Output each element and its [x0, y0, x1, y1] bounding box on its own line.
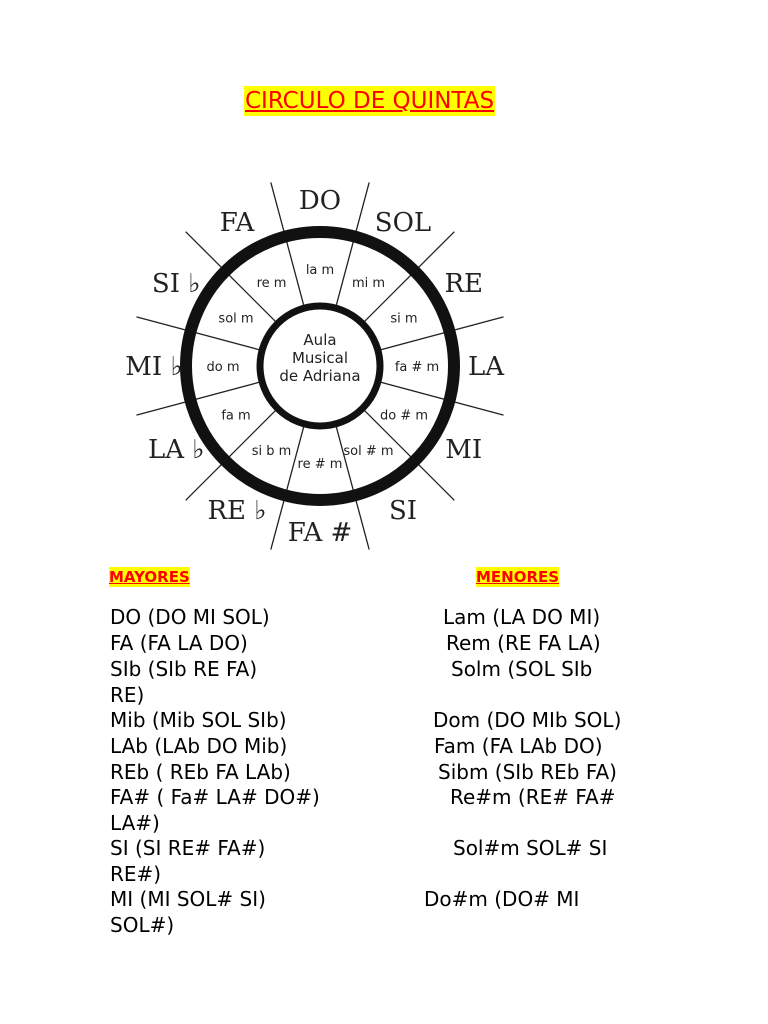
mayores-line: LA#)	[110, 811, 160, 835]
major-key-label: FA #	[287, 518, 353, 548]
center-label-line-3: de Adriana	[279, 367, 361, 385]
major-key-label: SOL	[374, 208, 432, 239]
major-key-label: LA	[467, 352, 505, 382]
major-key-label: SI ♭	[151, 269, 201, 299]
mayores-heading: MAYORES	[109, 568, 190, 586]
mayores-line: LAb (LAb DO Mib)	[110, 734, 288, 758]
mayores-line: FA# ( Fa# LA# DO#)	[110, 785, 320, 809]
mayores-line: MI (MI SOL# SI)	[110, 887, 266, 911]
page-title: CIRCULO DE QUINTAS	[245, 88, 495, 114]
minor-key-label: fa # m	[394, 360, 440, 375]
major-key-label: LA ♭	[147, 435, 205, 465]
major-key-label: MI	[445, 435, 483, 465]
menores-line: Fam (FA LAb DO)	[434, 734, 603, 758]
minor-key-label: la m	[305, 263, 335, 278]
circle-of-fifths-wheel	[108, 178, 533, 553]
mayores-line: DO (DO MI SOL)	[110, 605, 270, 629]
menores-line: Sibm (SIb REb FA)	[438, 760, 617, 784]
minor-key-label: do # m	[379, 408, 429, 424]
mayores-line: SI (SI RE# FA#)	[110, 836, 266, 860]
minor-key-label: si b m	[251, 444, 292, 460]
menores-line: Do#m (DO# MI	[424, 887, 580, 911]
minor-key-label: sol # m	[343, 444, 394, 460]
minor-key-label: re # m	[297, 457, 343, 472]
major-key-label: FA	[219, 208, 255, 239]
mayores-line: REb ( REb FA LAb)	[110, 760, 291, 784]
menores-line: Solm (SOL SIb	[451, 657, 593, 681]
mayores-line: Mib (Mib SOL SIb)	[110, 708, 287, 732]
major-key-label: RE ♭	[207, 495, 267, 526]
mayores-line: RE)	[110, 683, 145, 707]
minor-key-label: sol m	[218, 311, 254, 327]
major-key-label: SI	[388, 495, 418, 526]
menores-line: Sol#m SOL# SI	[453, 836, 608, 860]
center-label-line-1: Aula	[303, 331, 337, 349]
minor-key-label: do m	[206, 360, 240, 375]
minor-key-label: fa m	[221, 408, 251, 424]
minor-key-label: mi m	[351, 275, 386, 291]
major-key-label: RE	[444, 269, 484, 299]
mayores-line: SOL#)	[110, 913, 175, 937]
minor-key-label: si m	[390, 311, 418, 327]
major-key-label: MI ♭	[125, 352, 183, 382]
menores-line: Rem (RE FA LA)	[446, 631, 601, 655]
minor-key-label: re m	[256, 275, 287, 291]
mayores-line: SIb (SIb RE FA)	[110, 657, 258, 681]
major-key-label: DO	[298, 186, 342, 216]
menores-line: Re#m (RE# FA#	[450, 785, 616, 809]
menores-line: Lam (LA DO MI)	[443, 605, 601, 629]
menores-heading: MENORES	[476, 568, 560, 586]
center-label-line-2: Musical	[291, 349, 349, 367]
menores-line: Dom (DO MIb SOL)	[433, 708, 622, 732]
mayores-line: RE#)	[110, 862, 162, 886]
mayores-line: FA (FA LA DO)	[110, 631, 248, 655]
